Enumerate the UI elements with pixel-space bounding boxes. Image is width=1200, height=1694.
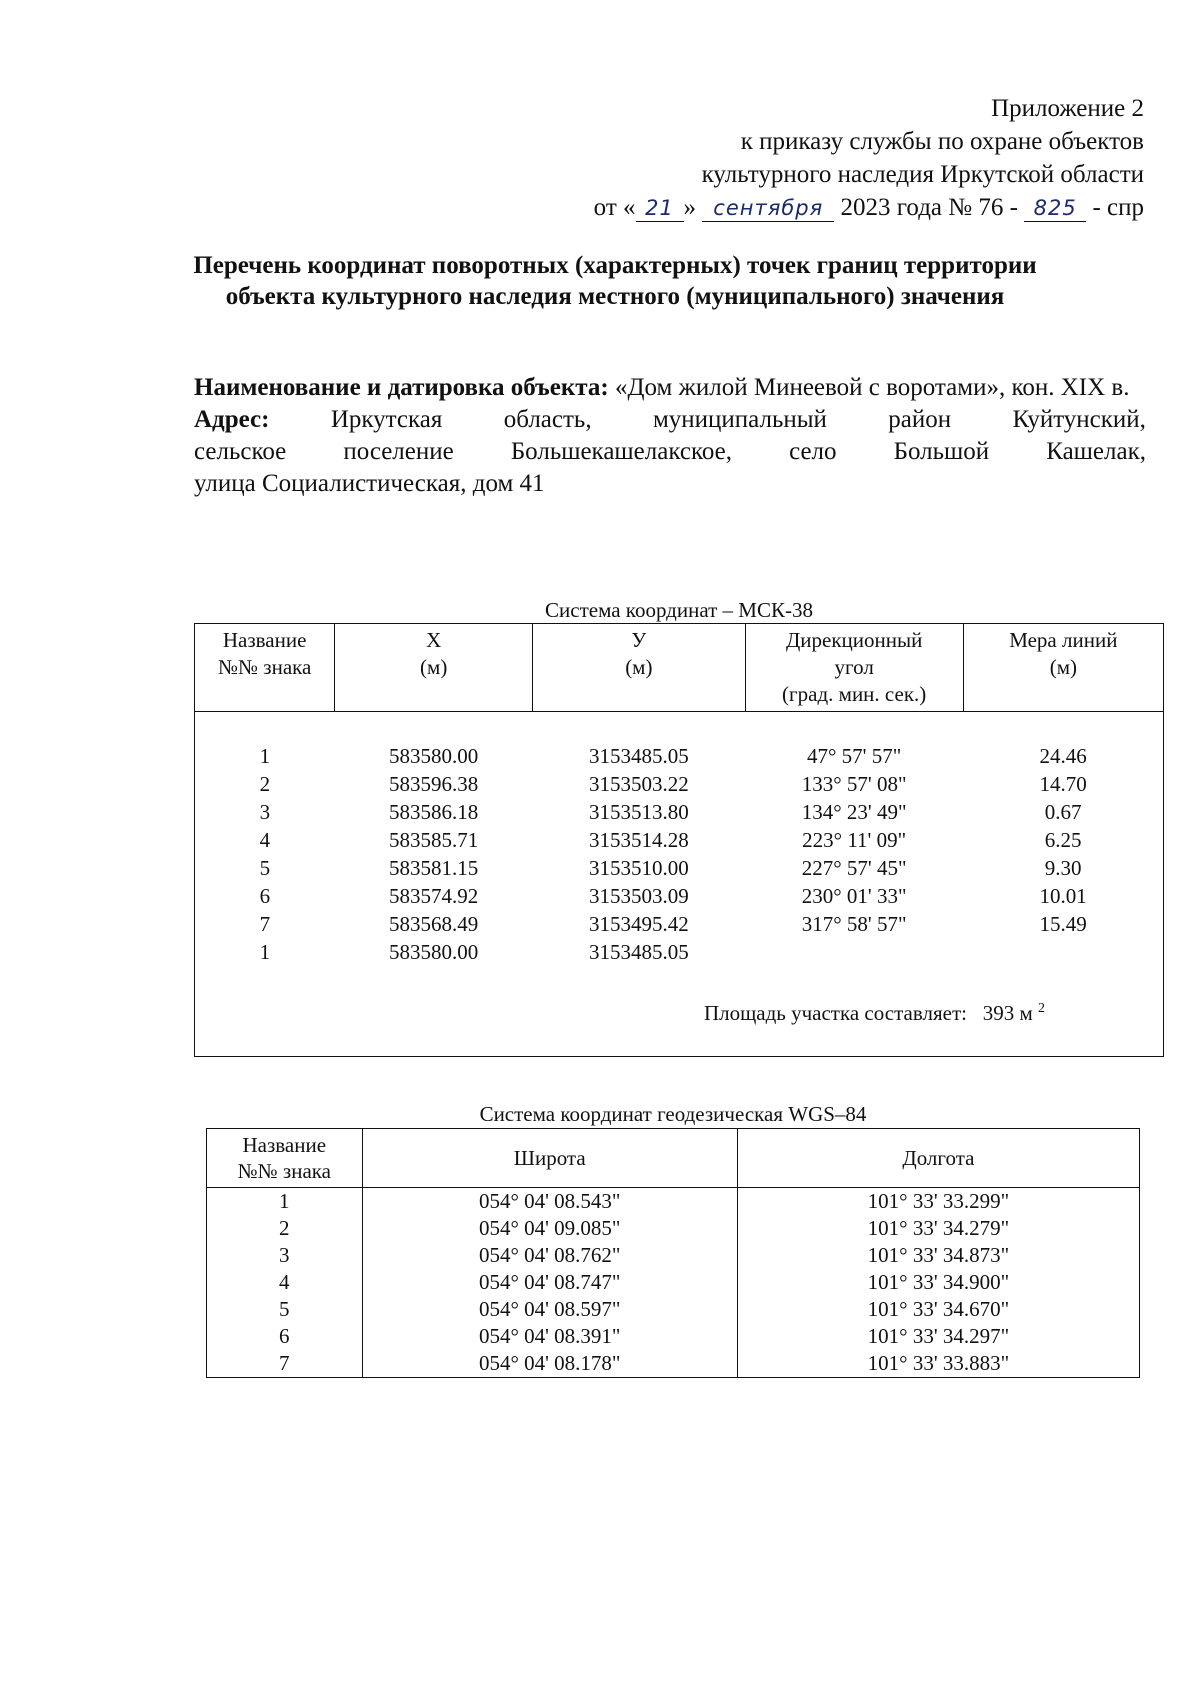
object-name-value: «Дом жилой Минеевой с воротами», кон. XIX в.: [614, 374, 1130, 401]
table-row: 1 054° 04' 08.543" 101° 33' 33.299": [207, 1188, 1140, 1216]
address-word: село: [789, 438, 837, 465]
address-word: Куйтунский,: [1012, 406, 1146, 433]
area-unit-sup: 2: [1038, 1001, 1045, 1016]
address-word: Большой: [893, 438, 990, 465]
table-row: 2 583596.38 3153503.22 133° 57' 08" 14.70: [195, 770, 1164, 798]
order-suffix: - спр: [1092, 194, 1144, 221]
order-date-line: [594, 191, 1144, 224]
document-title: Перечень координат поворотных (характерных) точек границ территории объекта культурного наследия местного (муниципального) значения: [193, 252, 1037, 310]
table-row: 3 583586.18 3153513.80 134° 23' 49" 0.67: [195, 798, 1164, 826]
area-cell: [195, 966, 1164, 1057]
handwritten-order-number: 825: [1024, 195, 1086, 222]
authority-name: культурного наследия Иркутской области: [701, 161, 1144, 188]
table-row: 5 054° 04' 08.597" 101° 33' 34.670": [207, 1296, 1140, 1323]
col-header-angle: Дирекционный угол (град. мин. сек.): [745, 624, 963, 712]
table-row: 3 054° 04' 08.762" 101° 33' 34.873": [207, 1242, 1140, 1269]
table-row: 5 583581.15 3153510.00 227° 57' 45" 9.30: [195, 854, 1164, 882]
table-row: 6 054° 04' 08.391" 101° 33' 34.297": [207, 1323, 1140, 1350]
area-label: Площадь участка составляет:: [703, 1001, 967, 1025]
object-name: [194, 372, 1146, 404]
col-header-longitude: Долгота: [737, 1129, 1139, 1188]
col-header-latitude: Широта: [362, 1129, 737, 1188]
date-mid: »: [683, 194, 697, 221]
table-row: 4 054° 04' 08.747" 101° 33' 34.900": [207, 1269, 1140, 1296]
col-header-point: Название №№ знака: [207, 1129, 363, 1188]
table-row: 2 054° 04' 09.085" 101° 33' 34.279": [207, 1215, 1140, 1242]
appendix-number: Приложение 2: [991, 95, 1144, 122]
area-value: 393 м: [982, 1001, 1033, 1025]
address-word: Большекашелакское,: [510, 438, 732, 465]
address-word: муниципальный: [652, 406, 827, 433]
table-header-row: [195, 624, 1164, 712]
col-header-x: X (м): [335, 624, 533, 712]
msk-coordinates-table: [194, 623, 1164, 1057]
address-word: район: [888, 406, 952, 433]
col-header-y: У (м): [533, 624, 746, 712]
address-line-1: [194, 404, 1146, 436]
col-header-length: Мера линий (м): [963, 624, 1163, 712]
appendix-header: [594, 92, 1144, 224]
table-row: 6 583574.92 3153503.09 230° 01' 33" 10.01: [195, 882, 1164, 910]
msk-caption: Система координат – МСК-38: [545, 598, 813, 622]
area-row: [195, 966, 1164, 1057]
handwritten-month: сентября: [702, 195, 834, 222]
address-word: область,: [503, 406, 592, 433]
order-reference: к приказу службы по охране объектов: [740, 128, 1144, 155]
date-prefix: от «: [593, 194, 636, 221]
object-info: [194, 372, 1146, 500]
wgs-caption: Система координат геодезическая WGS–84: [479, 1102, 867, 1126]
table-header-row: [207, 1129, 1140, 1188]
col-header-point: Название №№ знака: [195, 624, 335, 712]
table-spacer: [195, 712, 1164, 743]
table-row: 7 583568.49 3153495.42 317° 58' 57" 15.49: [195, 910, 1164, 938]
address-word: сельское: [194, 438, 287, 465]
address-line-2: [194, 436, 1146, 468]
object-name-label: Наименование и датировка объекта:: [194, 374, 609, 401]
table-row: 1 583580.00 3153485.05: [195, 938, 1164, 966]
wgs-coordinates-table: [206, 1128, 1140, 1378]
address-label: Адрес:: [194, 406, 270, 433]
address-word: Иркутская: [330, 406, 443, 433]
table-row: 1 583580.00 3153485.05 47° 57' 57" 24.46: [195, 742, 1164, 770]
table-row: 7 054° 04' 08.178" 101° 33' 33.883": [207, 1350, 1140, 1378]
address-word: Кашелак,: [1046, 438, 1146, 465]
address-word: поселение: [343, 438, 454, 465]
year-text: 2023 года № 76 -: [840, 194, 1018, 221]
handwritten-day: 21: [636, 195, 684, 222]
address-line-3: улица Социалистическая, дом 41: [194, 470, 545, 497]
table-row: 4 583585.71 3153514.28 223° 11' 09" 6.25: [195, 826, 1164, 854]
